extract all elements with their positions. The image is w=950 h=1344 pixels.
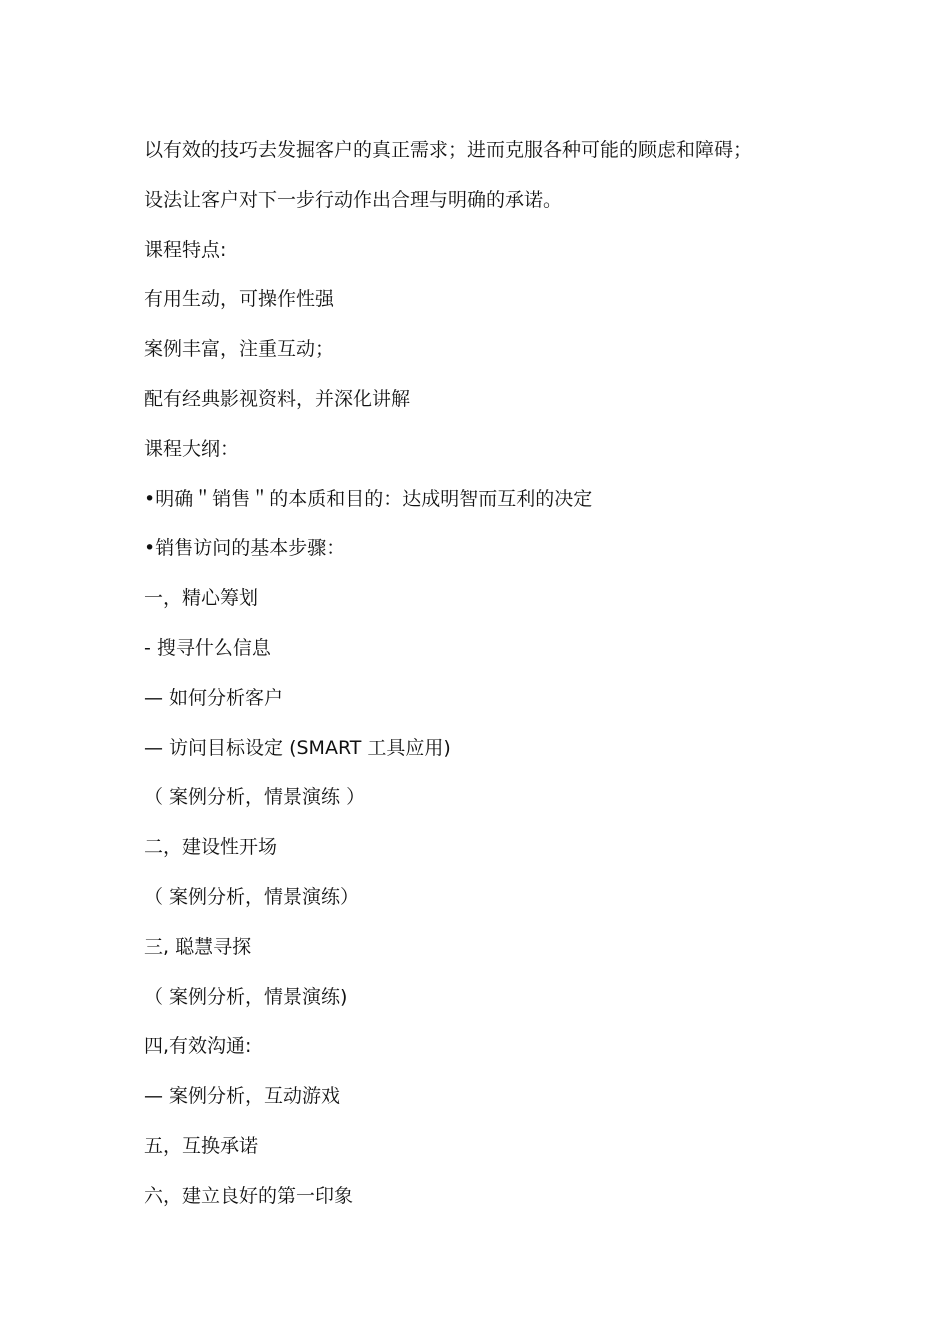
outline-step: 五，互换承诺 [144, 1134, 259, 1157]
outline-step: 四,有效沟通: [144, 1035, 252, 1058]
document-body [144, 134, 844, 1230]
outline-bullet: •销售访问的基本步骤： [144, 537, 346, 560]
feature-line: 有用生动，可操作性强 [144, 288, 335, 311]
outline-subitem: — 访问目标设定 (SMART 工具应用) [144, 736, 451, 759]
outline-subitem: — 如何分析客户 [144, 686, 284, 709]
section-heading-course-outline: 课程大纲： [144, 437, 240, 460]
outline-subitem: - 搜寻什么信息 [144, 636, 271, 659]
paragraph-line: 以有效的技巧去发掘客户的真正需求；进而克服各种可能的顾虑和障碍； [144, 139, 753, 161]
outline-step: 三, 聪慧寻探 [144, 935, 252, 958]
feature-line: 配有经典影视资料，并深化讲解 [144, 387, 411, 410]
paragraph-line: 设法让客户对下一步行动作出合理与明确的承诺。 [144, 188, 563, 211]
outline-note: （ 案例分析，情景演练) [144, 985, 348, 1008]
outline-note: （ 案例分析，情景演练 ） [144, 786, 366, 809]
outline-step: 二，建设性开场 [144, 836, 278, 859]
outline-step: 一，精心筹划 [144, 587, 259, 610]
outline-step: 六，建立良好的第一印象 [144, 1184, 354, 1207]
outline-note: （ 案例分析，情景演练） [144, 885, 360, 908]
section-heading-course-features: 课程特点: [144, 238, 227, 261]
feature-line: 案例丰富，注重互动； [144, 338, 335, 361]
outline-bullet: •明确＂销售＂的本质和目的：达成明智而互利的决定 [144, 487, 593, 510]
outline-subitem: — 案例分析，互动游戏 [144, 1085, 341, 1108]
